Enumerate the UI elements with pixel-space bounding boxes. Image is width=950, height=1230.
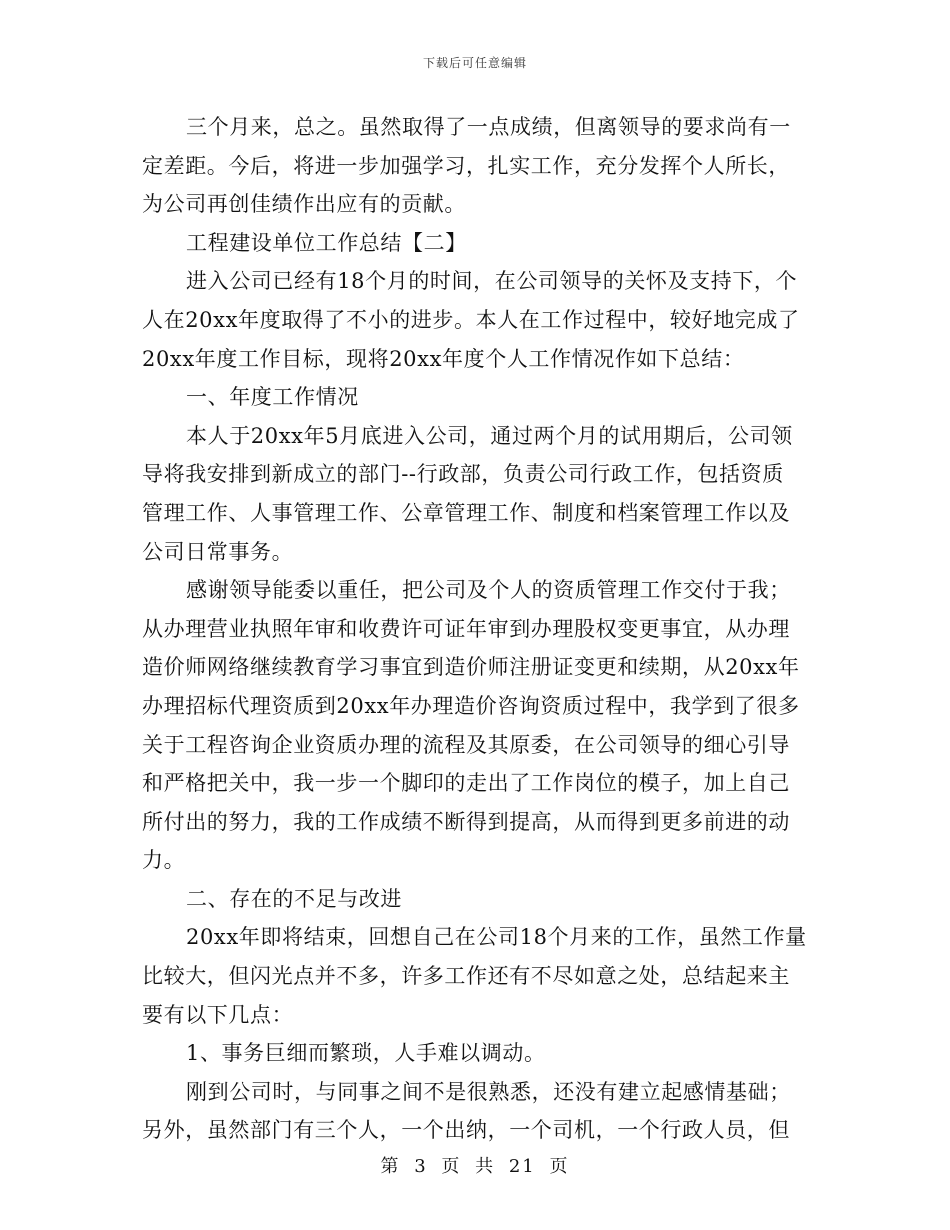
text-line: 力。 [142, 848, 186, 873]
text-line: 办理招标代理资质到20xx年办理造价咨询资质过程中，我学到了很多 [142, 693, 800, 718]
page-footer: 第 3 页 共 21 页 [380, 1156, 570, 1177]
text-line: 本人于20xx年5月底进入公司，通过两个月的试用期后，公司领 [186, 423, 793, 448]
text-line: 所付出的努力，我的工作成绩不断得到提高，从而得到更多前进的动 [142, 809, 790, 834]
text-line: 为公司再创佳绩作出应有的贡献。 [142, 192, 466, 217]
text-line: 三个月来，总之。虽然取得了一点成绩，但离领导的要求尚有一 [186, 115, 791, 139]
text-line: 感谢领导能委以重任，把公司及个人的资质管理工作交付于我； [186, 578, 791, 603]
text-line: 关于工程咨询企业资质办理的流程及其原委，在公司领导的细心引导 [142, 732, 790, 757]
text-line: 人在20xx年度取得了不小的进步。本人在工作过程中，较好地完成了 [142, 307, 800, 332]
document-body [142, 108, 812, 1150]
page-header: 下载后可任意编辑 [422, 56, 527, 70]
text-line: 造价师网络继续教育学习事宜到造价师注册证变更和续期，从20xx年 [142, 655, 800, 680]
text-line: 20xx年度工作目标，现将20xx年度个人工作情况作如下总结： [142, 346, 745, 371]
text-line: 另外，虽然部门有三个人，一个出纳，一个司机，一个行政人员，但 [142, 1118, 790, 1143]
text-line: 和严格把关中，我一步一个脚印的走出了工作岗位的模子，加上自己 [142, 771, 790, 796]
text-line: 公司日常事务。 [142, 539, 294, 564]
text-line: 管理工作、人事管理工作、公章管理工作、制度和档案管理工作以及 [142, 500, 790, 525]
text-line: 导将我安排到新成立的部门--行政部，负责公司行政工作，包括资质 [142, 462, 784, 487]
text-line: 定差距。今后，将进一步加强学习，扎实工作，充分发挥个人所长， [142, 153, 790, 178]
text-line: 刚到公司时，与同事之间不是很熟悉，还没有建立起感情基础； [186, 1079, 791, 1104]
text-line: 要有以下几点： [142, 1002, 294, 1027]
text-line: 二、存在的不足与改进 [186, 886, 402, 911]
text-line: 从办理营业执照年审和收费许可证年审到办理股权变更事宜，从办理 [142, 616, 790, 641]
text-line: 一、年度工作情况 [186, 385, 359, 410]
text-line: 比较大，但闪光点并不多，许多工作还有不尽如意之处，总结起来主 [142, 964, 790, 989]
text-line: 1、事务巨细而繁琐，人手难以调动。 [186, 1041, 546, 1066]
text-line: 进入公司已经有18个月的时间，在公司领导的关怀及支持下，个 [186, 269, 798, 294]
text-line: 20xx年即将结束，回想自己在公司18个月来的工作，虽然工作量 [186, 925, 807, 950]
text-line: 工程建设单位工作总结【二】 [186, 230, 467, 255]
